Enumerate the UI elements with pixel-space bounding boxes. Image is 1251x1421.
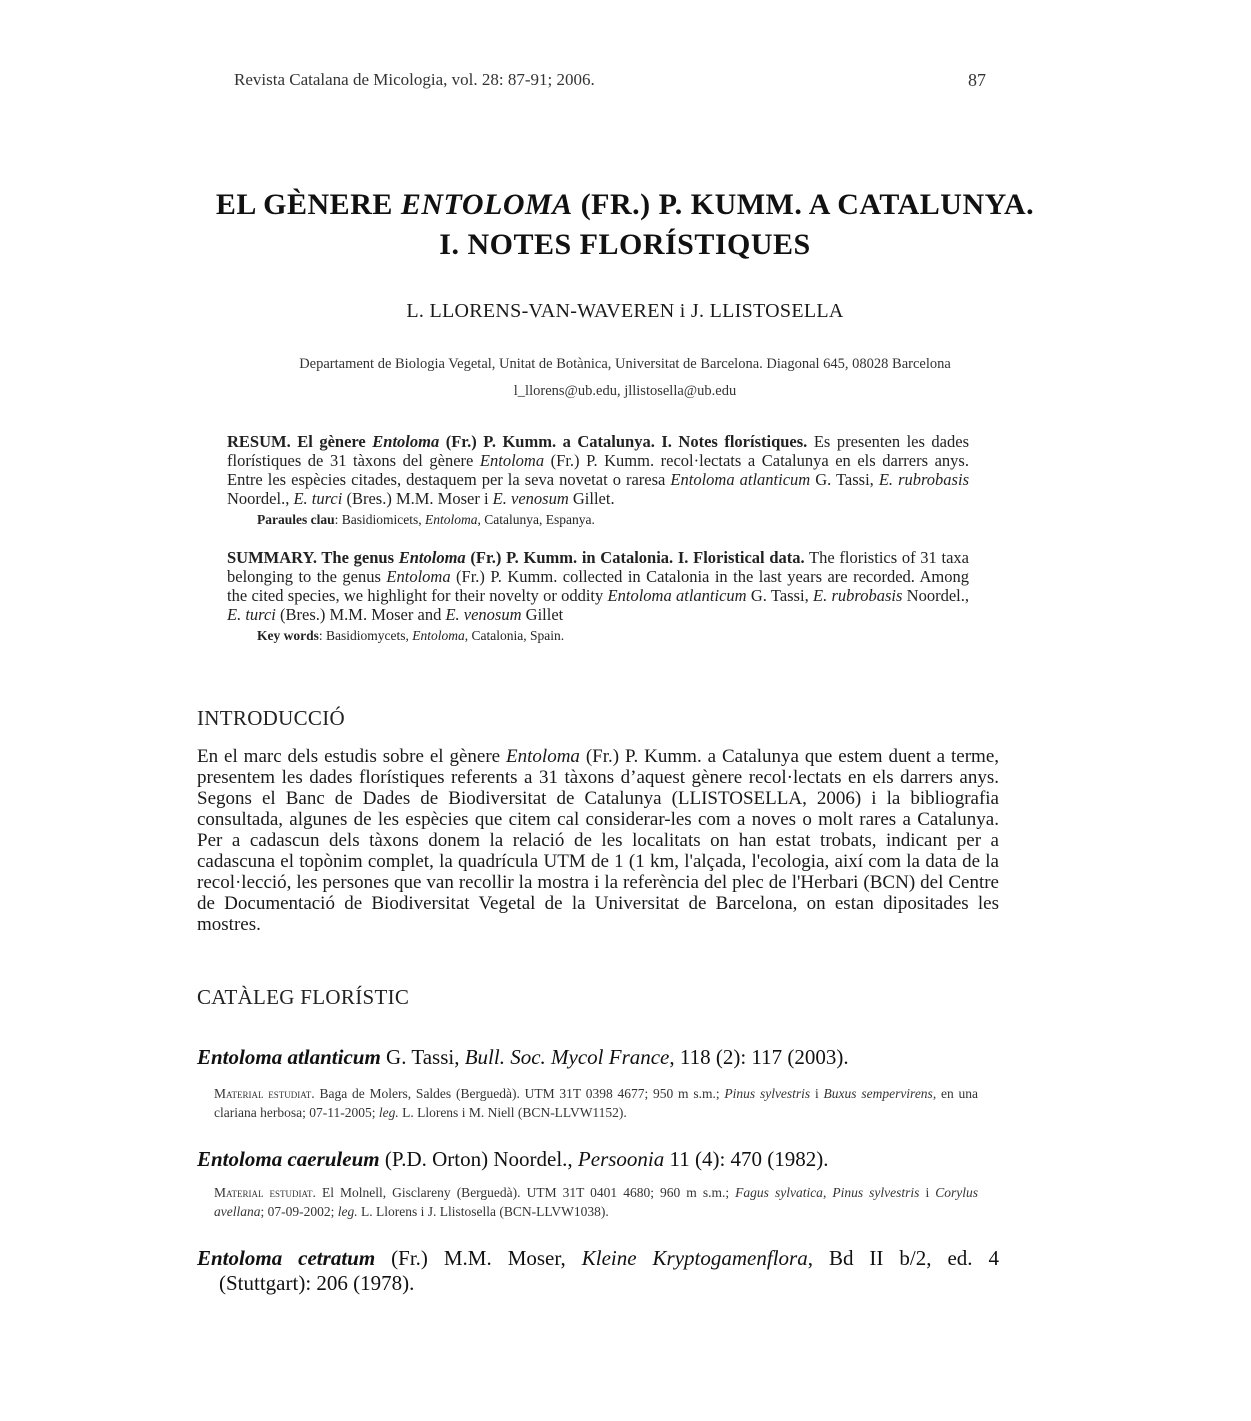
affiliation-emails: l_llorens@ub.edu, jllistosella@ub.edu (513, 383, 737, 399)
resum-head: (Fr.) P. Kumm. a Catalunya. I. Notes florístiques. (439, 432, 808, 451)
cetratum-line1 (197, 1246, 999, 1271)
species-author: G. Tassi, (380, 1045, 465, 1069)
key-words-text: , Catalonia, Spain. (464, 628, 565, 643)
title-part: (FR.) P. KUMM. A CATALUNYA. (572, 188, 1035, 221)
material-text: , (822, 1185, 833, 1200)
paraules-clau-text: : Basidiomicets, (334, 512, 425, 527)
summary-genus: Entoloma (386, 567, 451, 586)
introduccio-paragraph (197, 746, 999, 935)
title-part: EL GÈNERE (215, 188, 401, 221)
species-author: (Fr.) M.M. Moser, (375, 1246, 582, 1270)
summary-head-genus: Entoloma (398, 548, 466, 567)
summary-head: (Fr.) P. Kumm. in Catalonia. I. Floristical data. (465, 548, 805, 567)
cetratum-line2: (Stuttgart): 206 (1978). (219, 1271, 415, 1295)
material-text: , en una clariana herbosa; 07-11-2005; (214, 1086, 979, 1120)
journal-citation: Revista Catalana de Micologia, vol. 28: 87-91; 2006. (234, 70, 595, 89)
resum-species: Entoloma atlanticum (670, 470, 811, 489)
key-words-text: : Basidiomycets, (318, 628, 413, 643)
material-atlanticum (214, 1084, 978, 1122)
summary-text: (Bres.) M.M. Moser and (275, 605, 446, 624)
intro-genus: Entoloma (506, 746, 580, 767)
summary-species: E. rubrobasis (812, 586, 903, 605)
material-label: Material estudiat (214, 1086, 312, 1101)
material-taxon: Fagus sylvatica (735, 1185, 823, 1200)
summary-abstract (227, 548, 969, 624)
species-name: Entoloma atlanticum (197, 1045, 381, 1069)
resum-text: Gillet. (568, 489, 615, 508)
section-heading-introduccio: INTRODUCCIÓ (197, 706, 345, 730)
material-text: i (810, 1086, 824, 1101)
title-genus: ENTOLOMA (400, 188, 573, 221)
material-text: . El Molnell, Gisclareny (Berguedà). UTM 31T 0401 4680; 960 m s.m.; (312, 1185, 736, 1200)
paraules-clau (257, 512, 595, 528)
section-heading-cataleg: CATÀLEG FLORÍSTIC (197, 985, 410, 1009)
summary-text: Gillet (521, 605, 564, 624)
species-entry-atlanticum (197, 1045, 849, 1070)
species-publication: Kleine Kryptogamenflora (581, 1246, 808, 1270)
affiliation-address: Departament de Biologia Vegetal, Unitat de Botànica, Universitat de Barcelona. Diagonal 645, 08028 Barcelona (299, 356, 951, 372)
paraules-clau-genus: Entoloma (425, 512, 478, 527)
species-author: (P.D. Orton) Noordel., (379, 1147, 578, 1171)
species-citation: , 118 (2): 117 (2003). (669, 1045, 849, 1069)
summary-species: E. venosum (445, 605, 522, 624)
material-text: i (919, 1185, 936, 1200)
key-words-genus: Entoloma (412, 628, 465, 643)
summary-species: E. turci (227, 605, 276, 624)
key-words (257, 628, 564, 644)
resum-genus: Entoloma (479, 451, 545, 470)
key-words-label: Key words (257, 628, 319, 643)
summary-text: G. Tassi, (746, 586, 813, 605)
species-name: Entoloma cetratum (197, 1246, 376, 1270)
material-leg: leg. (337, 1204, 358, 1219)
material-text: . Baga de Molers, Saldes (Berguedà). UTM 31T 0398 4677; 950 m s.m.; (311, 1086, 725, 1101)
paper-title-line2: I. NOTES FLORÍSTIQUES (439, 228, 811, 261)
material-leg: leg. (378, 1105, 399, 1120)
resum-text: Es presenten les dades florístiques de 31 tàxons del gènere (227, 432, 969, 470)
paper-title-line1 (150, 188, 1100, 222)
material-taxon: Buxus sempervirens (823, 1086, 933, 1101)
resum-abstract (227, 432, 969, 508)
material-text: ; 07-09-2002; (260, 1204, 338, 1219)
summary-species: Entoloma atlanticum (607, 586, 747, 605)
material-taxon: Pinus sylvestris (832, 1185, 920, 1200)
resum-text: (Bres.) M.M. Moser i (342, 489, 493, 508)
paraules-clau-label: Paraules clau (257, 512, 335, 527)
species-citation: 11 (4): 470 (1982). (664, 1147, 829, 1171)
material-taxon: Pinus sylvestris (724, 1086, 811, 1101)
material-text: L. Llorens i J. Llistosella (BCN-LLVW1038). (357, 1204, 609, 1219)
species-name: Entoloma caeruleum (197, 1147, 380, 1171)
authors: L. LLORENS-VAN-WAVEREN i J. LLISTOSELLA (406, 300, 844, 322)
summary-text: Noordel., (902, 586, 969, 605)
species-publication: Bull. Soc. Mycol France (464, 1045, 670, 1069)
resum-species: E. rubrobasis (878, 470, 969, 489)
page-number: 87 (968, 70, 986, 90)
resum-head: RESUM. El gènere (227, 432, 373, 451)
intro-text: En el marc dels estudis sobre el gènere (197, 746, 507, 767)
summary-text: (Fr.) P. Kumm. collected in Catalonia in the last years are recorded. Among the cited species, we highlight for their novelty or oddity (227, 567, 970, 605)
material-label: Material estudiat (214, 1185, 313, 1200)
resum-text: (Fr.) P. Kumm. recol·lectats a Catalunya en els darrers anys. Entre les espècies citades, destaquem per la seva novetat o raresa (227, 451, 969, 489)
resum-species: E. turci (293, 489, 343, 508)
summary-head: SUMMARY. The genus (227, 548, 399, 567)
species-citation: , Bd II b/2, ed. 4 (807, 1246, 1000, 1270)
paraules-clau-text: , Catalunya, Espanya. (477, 512, 595, 527)
species-entry-cetratum (197, 1246, 999, 1296)
resum-text: G. Tassi, (810, 470, 879, 489)
material-caeruleum (214, 1183, 978, 1221)
resum-text: Noordel., (227, 489, 294, 508)
intro-text: (Fr.) P. Kumm. a Catalunya que estem duent a terme, presentem les dades florístiques referents a 31 tàxons d’aquest gènere recol·lectats en els darrers anys. Segons el Banc de Dades de Biodiversitat de Catalunya (LLISTOSELLA, 2006) i la bibliografia consultada, algunes de les espècies que citem cal considerar-les com a noves o molt rares a Catalunya. Per a cadascun dels tàxons donem la relació de les localitats on han estat trobats, indicant per a cadascuna el topònim complet, la quadrícula UTM de 1 (1 km, l'alçada, l'ecologia, així com la data de la recol·lecció, les persones que van recollir la mostra i la referència del plec de l'Herbari (BCN) del Centre de Documentació de Biodiversitat Vegetal de la Universitat de Barcelona, on estan dipositades les mostres. (197, 746, 999, 935)
material-taxon: Corylus avellana (214, 1185, 979, 1219)
resum-head-genus: Entoloma (372, 432, 440, 451)
summary-text: The floristics of 31 taxa belonging to the genus (227, 548, 970, 586)
material-text: L. Llorens i M. Niell (BCN-LLVW1152). (398, 1105, 627, 1120)
resum-species: E. venosum (492, 489, 569, 508)
species-entry-caeruleum (197, 1147, 829, 1172)
species-publication: Persoonia (577, 1147, 665, 1171)
